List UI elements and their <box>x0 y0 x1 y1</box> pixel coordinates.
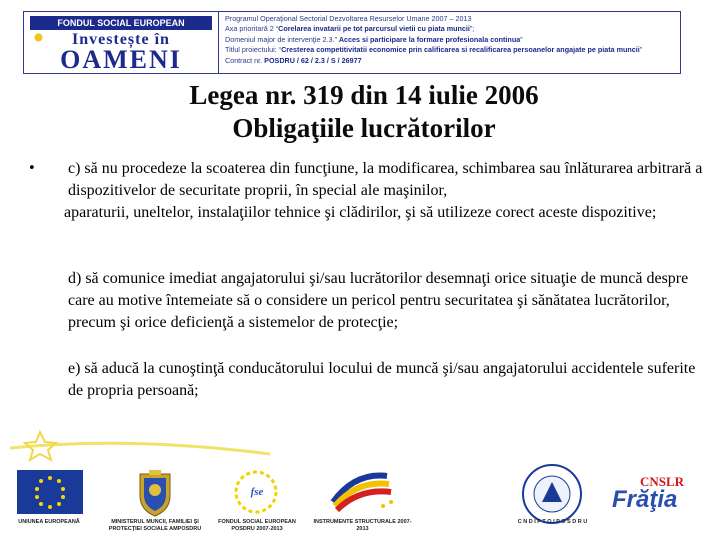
caption-fse: FONDUL SOCIAL EUROPEAN POSDRU 2007-2013 <box>218 519 296 532</box>
paragraph-c-text: c) să nu procedeze la scoaterea din funcţiune, la modificarea, schimbarea sau înlăturarea arbitrară a dispozitivelor de securitate proprii, în special ale maşinilor, <box>68 160 703 199</box>
project-info <box>219 11 681 74</box>
caption-structural: INSTRUMENTE STRUCTURALE 2007-2013 <box>313 519 412 532</box>
cnslr-text: CNSLR <box>640 474 685 489</box>
cnslr-fratia-logo <box>612 472 712 518</box>
info-line-contract: Contract nr. POSDRU / 62 / 2.3 / S / 26977 <box>225 55 362 65</box>
paragraph-d: d) să comunice imediat angajatorului şi/sau lucrătorilor desemnaţi orice situaţie de muncă despre care au motive întemeiate să o considere un pericol pentru securitatea şi sănătatea lucrătorilor, precum şi orice deficienţă a sistemelor de protecţie; <box>68 270 689 331</box>
paragraph-c-continuation: aparaturii, uneltelor, instalaţiilor tehnice şi clădirilor, şi să utilizeze corect aceste dispozitive; <box>64 204 657 221</box>
footer-logos <box>0 426 728 546</box>
logo-top-text: FONDUL SOCIAL EUROPEAN <box>30 16 212 30</box>
paragraph-c <box>64 158 708 224</box>
bullet-marker: • <box>28 161 36 176</box>
header-banner <box>23 11 681 74</box>
fse-logo-text: fse <box>250 486 264 498</box>
page-title: Legea nr. 319 din 14 iulie 2006 <box>189 80 539 110</box>
paragraph-e: e) să aducă la cunoştinţă conducătorului locului de muncă şi/sau angajatorului accidentele suferite de propria persoană; <box>68 360 696 399</box>
fratia-text: Frăţia <box>612 486 678 513</box>
page-subtitle: Obligaţiile lucrătorilor <box>232 113 496 143</box>
star-swoosh-icon <box>10 426 270 466</box>
cndipt-logo-icon <box>520 462 584 526</box>
caption-cndipt: C N D I P T O I P O S D R U <box>517 519 588 525</box>
logo-line2: Investește în <box>72 31 170 48</box>
info-line-domain: Domeniul major de intervenţie 2.3.” Acces si participare la formare profesionala continua” <box>225 34 523 44</box>
logo-line3: OAMENI <box>60 45 182 74</box>
info-line-title: Titlul proiectului: “Cresterea competitivitatii economice prin calificarea si recalificarea persoanelor angajate pe piata muncii” <box>225 45 643 55</box>
caption-ministry: MINISTERUL MUNCII, FAMILIEI ŞI PROTECŢIEI SOCIALE AMPOSDRU <box>108 519 202 532</box>
eu-flag-icon <box>17 470 83 514</box>
fse-logo <box>23 11 219 74</box>
coat-of-arms-icon <box>136 468 174 518</box>
caption-eu: UNIUNEA EUROPEANĂ <box>18 519 80 525</box>
structural-instruments-icon <box>325 466 403 516</box>
info-line-program: Programul Operaţional Sectorial Dezvoltarea Resurselor Umane 2007 – 2013 <box>225 14 472 23</box>
info-line-axis: Axa prioritară 2 “Corelarea invatarii pe tot parcursul vietii cu piata muncii”; <box>225 24 475 34</box>
